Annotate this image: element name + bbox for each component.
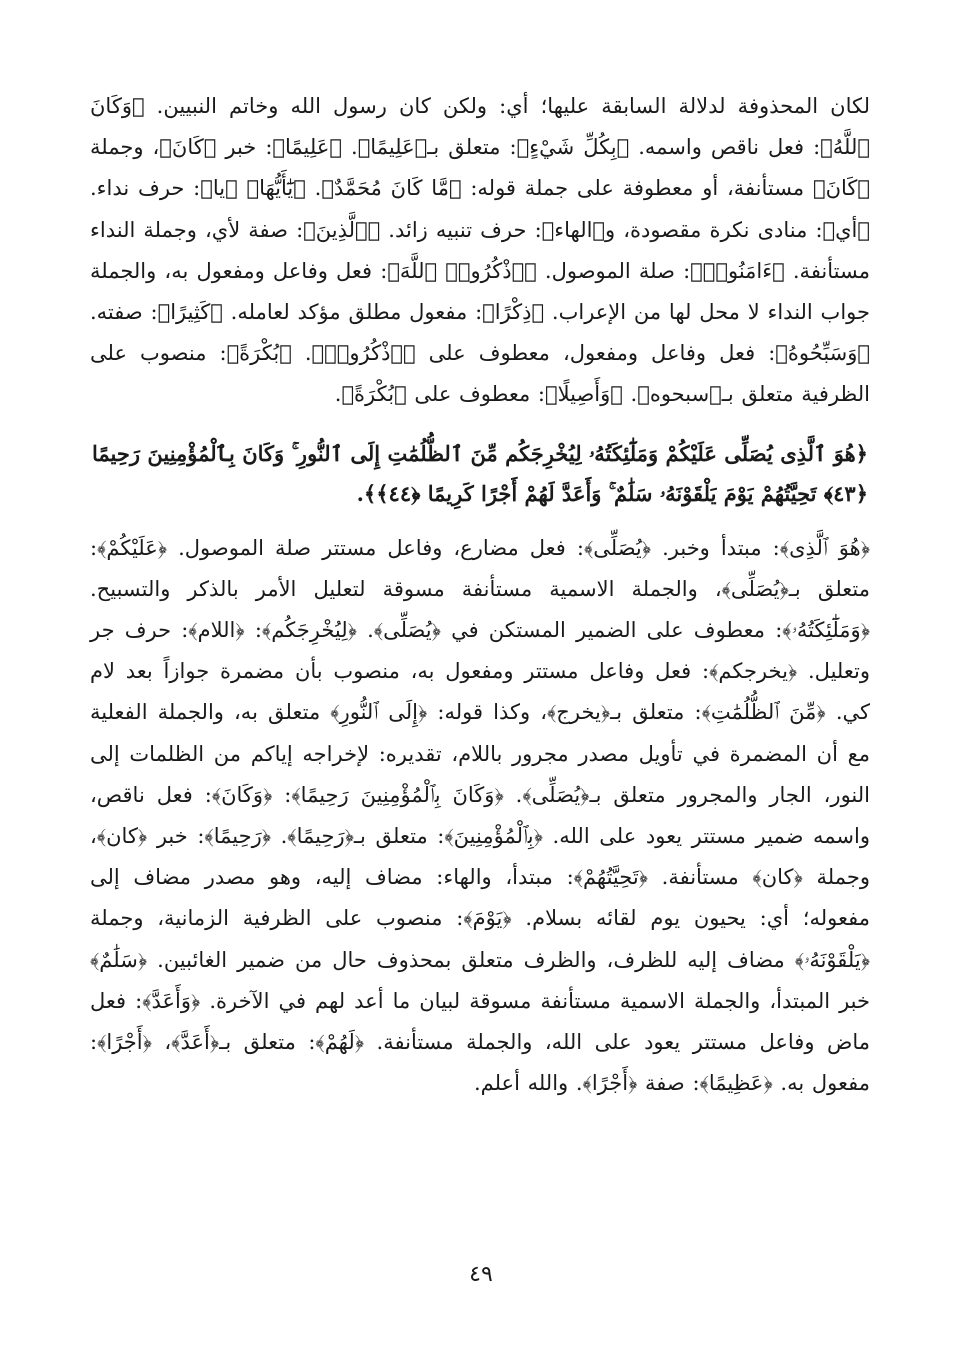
page-number: ٤٩ xyxy=(469,1262,493,1287)
quran-verse-block: ﴿هُوَ ٱلَّذِى يُصَلِّى عَلَيْكُمْ وَمَلَٰٓئِكَتُهُۥ لِيُخْرِجَكُم مِّنَ ٱلظُّلُمَٰتِ إِلَى ٱلنُّورِ ۚ وَكَانَ بِٱلْمُؤْمِنِينَ رَحِيمًا ﴿٤٣﴾ تَحِيَّتُهُمْ يَوْمَ يَلْقَوْنَهُۥ سَلَٰمٌ ۚ وَأَعَدَّ لَهُمْ أَجْرًا كَرِيمًا ﴿٤٤﴾﴾. xyxy=(92,440,868,506)
paragraph-commentary-1: لكان المحذوفة لدلالة السابقة عليها؛ أي: ولكن كان رسول الله وخاتم النبيين. ﴿وَكَانَ ٱللَّهُ﴾: فعل ناقص واسمه. ﴿بِكُلِّ شَيْءٍ﴾: متعلق بـ﴿عَلِيمًا﴾. ﴿عَلِيمًا﴾: خبر ﴿كَانَ﴾، وجملة ﴿كَانَ﴾ مستأنفة، أو معطوفة على جملة قوله: ﴿مَّا كَانَ مُحَمَّدٌ﴾. ﴿يَٰٓأَيُّهَا﴾ ﴿يا﴾: حرف نداء. ﴿أي﴾: منادى نكرة مقصودة، و﴿الهاء﴾: حرف تنبيه زائد. ﴿ٱلَّذِينَ﴾: صفة لأي، وجملة النداء مستأنفة. ﴿ءَامَنُوا۟﴾: صلة الموصول. ﴿ٱذْكُرُوا۟ ٱللَّهَ﴾: فعل وفاعل ومفعول به، والجملة جواب النداء لا محل لها من الإعراب. ﴿ذِكْرًا﴾: مفعول مطلق مؤكد لعامله. ﴿كَثِيرًا﴾: صفته. ﴿وَسَبِّحُوهُ﴾: فعل وفاعل ومفعول، معطوف على ﴿ٱذْكُرُوا۟﴾. ﴿بُكْرَةً﴾: منصوب على الظرفية متعلق بـ﴿سبحوه﴾. ﴿وَأَصِيلًا﴾: معطوف على ﴿بُكْرَةً﴾. xyxy=(90,94,870,407)
document-page xyxy=(90,86,870,1104)
paragraph-commentary-2: ﴿هُوَ ٱلَّذِى﴾: مبتدأ وخبر. ﴿يُصَلِّى﴾: فعل مضارع، وفاعل مستتر صلة الموصول. ﴿عَلَيْكُمْ﴾: متعلق بـ﴿يُصَلِّى﴾، والجملة الاسمية مستأنفة مسوقة لتعليل الأمر بالذكر والتسبيح. ﴿وَمَلَٰٓئِكَتُهُۥ﴾: معطوف على الضمير المستكن في ﴿يُصَلِّى﴾. ﴿لِيُخْرِجَكُم﴾: ﴿اللام﴾: حرف جر وتعليل. ﴿يخرجكم﴾: فعل وفاعل مستتر ومفعول به، منصوب بأن مضمرة جوازاً بعد لام كي. ﴿مِّنَ ٱلظُّلُمَٰتِ﴾: متعلق بـ﴿يخرج﴾، وكذا قوله: ﴿إِلَى ٱلنُّورِ﴾ متعلق به، والجملة الفعلية مع أن المضمرة في تأويل مصدر مجرور باللام، تقديره: لإخراجه إياكم من الظلمات إلى النور، الجار والمجرور متعلق بـ﴿يُصَلِّى﴾. ﴿وَكَانَ بِٱلْمُؤْمِنِينَ رَحِيمًا﴾: ﴿وَكَانَ﴾: فعل ناقص، واسمه ضمير مستتر يعود على الله. ﴿بِٱلْمُؤْمِنِينَ﴾: متعلق بـ﴿رَحِيمًا﴾. ﴿رَحِيمًا﴾: خبر ﴿كان﴾، وجملة ﴿كان﴾ مستأنفة. ﴿تَحِيَّتُهُمْ﴾: مبتدأ، والهاء: مضاف إليه، وهو مصدر مضاف إلى مفعوله؛ أي: يحيون يوم لقائه بسلام. ﴿يَوْمَ﴾: منصوب على الظرفية الزمانية، وجملة ﴿يَلْقَوْنَهُۥ﴾ مضاف إليه للظرف، والظرف متعلق بمحذوف حال من ضمير الغائبين. ﴿سَلَٰمٌ﴾ خبر المبتدأ، والجملة الاسمية مستأنفة مسوقة لبيان ما أعد لهم في الآخرة. ﴿وَأَعَدَّ﴾: فعل ماض وفاعل مستتر يعود على الله، والجملة مستأنفة. ﴿لَهُمْ﴾: متعلق بـ﴿أَعَدَّ﴾، ﴿أَجْرًا﴾: مفعول به. ﴿عَظِيمًا﴾: صفة ﴿أَجْرًا﴾. والله أعلم. xyxy=(90,535,871,1096)
